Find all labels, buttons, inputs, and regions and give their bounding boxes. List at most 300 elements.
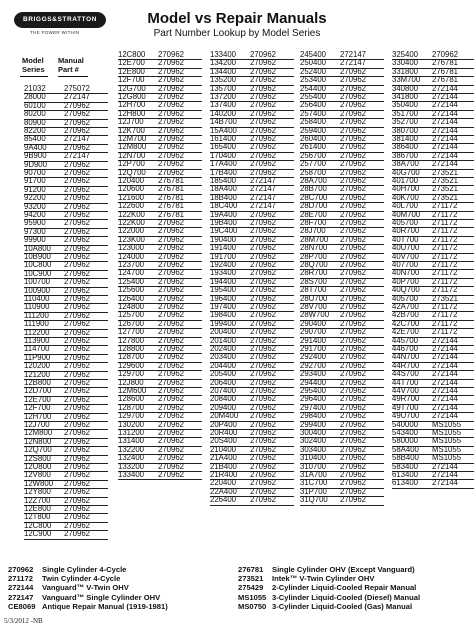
manual-part-cell: 270962 (158, 243, 185, 253)
model-series-cell: 120600 (118, 184, 145, 194)
model-series-cell: 543400 (392, 428, 419, 437)
model-series-cell: 209400 (210, 402, 237, 412)
model-series-cell: 120400 (118, 176, 145, 185)
manual-part-cell: 270962 (158, 344, 185, 353)
manual-part-cell: 270962 (250, 377, 277, 387)
manual-part-cell: 270962 (250, 125, 277, 135)
manual-part-cell: 270962 (64, 176, 91, 186)
manual-part-cell: 272144 (432, 402, 459, 412)
table-row (392, 479, 474, 488)
model-series-cell: 203400 (210, 352, 237, 362)
manual-part-cell: 270962 (340, 285, 367, 295)
manual-part-cell: 270962 (340, 176, 367, 185)
model-series-cell: 134400 (210, 66, 237, 76)
model-series-cell: 300400 (300, 428, 327, 437)
manual-part-cell: 270962 (158, 218, 185, 227)
manual-part-cell: 272144 (432, 478, 459, 488)
model-series-cell: 205400 (210, 369, 237, 379)
model-series-cell: 12F700 (24, 403, 51, 413)
model-series-cell: 112200 (24, 327, 50, 337)
manual-part-cell: 270962 (158, 436, 185, 446)
manual-part-cell: 270962 (158, 50, 185, 59)
model-series-cell: 125700 (118, 310, 145, 320)
model-series-cell: 132400 (118, 453, 145, 463)
model-series-cell: 130200 (118, 419, 145, 429)
model-series-cell: 31P700 (300, 486, 327, 496)
model-series-cell: 114700 (24, 344, 50, 354)
manual-part-cell: 270962 (64, 445, 91, 455)
manual-part-cell: 270962 (158, 83, 185, 93)
model-series-cell: 133200 (118, 461, 145, 471)
manual-part-cell: 270962 (340, 369, 367, 379)
manual-part-cell: 270962 (340, 260, 367, 269)
model-series-cell: 18A400 (210, 184, 237, 194)
manual-part-cell: 270962 (250, 117, 277, 127)
model-series-cell: 121600 (118, 192, 145, 202)
manual-part-cell: 270962 (250, 243, 277, 253)
model-series-cell: 254400 (300, 83, 327, 93)
model-series-cell: 12C800 (118, 50, 146, 59)
manual-part-cell: 272144 (432, 159, 459, 169)
model-series-header (22, 56, 62, 74)
model-series-cell: 331800 (392, 66, 419, 76)
model-series-cell: 40P700 (392, 276, 419, 286)
model-series-cell: 129700 (118, 369, 145, 379)
manual-part-cell: 270962 (158, 302, 185, 311)
manual-part-cell: 270962 (340, 100, 367, 110)
model-series-cell: 100900 (24, 285, 51, 295)
model-series-cell: 49R700 (392, 394, 420, 404)
model-series-cell: 28E700 (300, 209, 327, 219)
model-series-cell: 12F700 (118, 75, 145, 85)
legend-left (8, 565, 228, 611)
model-series-cell: 583400 (392, 461, 419, 471)
model-series-cell: 292700 (300, 360, 327, 370)
model-series-cell: 137200 (210, 92, 237, 101)
model-series-cell: 292400 (300, 352, 327, 362)
model-series-cell: 80200 (24, 109, 46, 119)
model-series-cell: 21032 (24, 84, 46, 93)
model-series-cell: 28T700 (300, 285, 327, 295)
manual-part-cell: 270962 (340, 461, 367, 471)
model-series-cell: 131400 (118, 436, 145, 446)
model-series-cell: 40L700 (392, 201, 419, 211)
manual-part-cell: 272144 (432, 92, 459, 101)
model-series-cell: 12W800 (24, 478, 54, 488)
manual-part-cell: MS1055 (432, 428, 462, 437)
legend-code: 270962 (8, 565, 34, 574)
manual-part-cell: 270962 (250, 419, 277, 429)
model-series-cell: 31A700 (300, 470, 327, 479)
manual-part-cell: 270962 (250, 478, 277, 488)
model-series-cell: 100700 (24, 277, 51, 287)
manual-part-cell: 270962 (64, 378, 91, 387)
model-series-cell: 330400 (392, 58, 419, 68)
manual-part-cell: 270962 (250, 293, 277, 303)
model-series-cell: 121200 (24, 369, 51, 379)
manual-part-cell: 270962 (64, 487, 91, 497)
manual-part-cell: 270962 (340, 486, 367, 496)
model-series-cell: 28P700 (300, 251, 327, 261)
model-series-cell: 129700 (118, 411, 145, 421)
manual-part-cell: 270962 (158, 134, 185, 143)
model-series-cell: 28Q700 (300, 260, 328, 269)
model-series-cell: 204400 (210, 360, 237, 370)
manual-part-cell: 276781 (432, 58, 459, 68)
legend-description: Vanguard™ V-Twin OHV (42, 583, 129, 593)
header-underline-model (20, 76, 48, 77)
model-series-cell: 31C700 (300, 478, 328, 488)
manual-part-cell: 270962 (340, 142, 367, 152)
model-series-cell: 193400 (210, 268, 237, 278)
model-series-cell: 291400 (300, 335, 327, 345)
manual-part-cell: 273521 (432, 293, 459, 303)
model-series-cell: 185400 (210, 176, 237, 185)
manual-part-cell: 270962 (250, 150, 277, 160)
model-series-cell: 208400 (210, 394, 237, 404)
model-series-cell: 17A400 (210, 159, 237, 169)
model-series-cell: 49U700 (392, 411, 420, 421)
model-series-cell: 111200 (24, 310, 49, 320)
manual-part-cell: 270962 (340, 92, 367, 101)
manual-part-cell: 272144 (432, 142, 459, 152)
table-row (210, 496, 294, 505)
manual-part-cell: 270962 (64, 420, 91, 429)
manual-part-cell: 270962 (250, 327, 277, 337)
manual-part-cell: 272144 (432, 394, 459, 404)
model-series-cell: 28W700 (300, 310, 330, 320)
model-series-cell: 12Q700 (118, 167, 146, 177)
manual-part-cell: 270962 (158, 335, 185, 345)
model-series-cell: 129600 (118, 360, 145, 370)
manual-part-cell: 270962 (64, 210, 91, 219)
model-series-cell: 386700 (392, 150, 419, 160)
model-series-cell: 97300 (24, 226, 46, 236)
model-series-cell: 580000 (392, 436, 419, 446)
manual-part-cell: 271172 (432, 318, 458, 328)
legend-item (238, 583, 470, 592)
model-series-cell: 12Y800 (24, 487, 51, 497)
model-series-cell: 17B400 (210, 167, 237, 177)
manual-part-cell: 270962 (250, 50, 277, 59)
manual-part-cell: 270962 (64, 294, 91, 303)
manual-part-cell: 270962 (340, 318, 367, 328)
manual-part-cell: 270962 (250, 92, 277, 101)
legend-item (8, 593, 228, 602)
legend-right (238, 565, 470, 611)
model-series-cell: 122K00 (118, 209, 145, 219)
model-series-cell: 196400 (210, 293, 237, 303)
legend-item (238, 602, 470, 611)
manual-part-cell: 270962 (250, 159, 277, 169)
manual-part-cell: 270962 (250, 352, 277, 362)
manual-part-cell: 270962 (250, 285, 277, 295)
manual-part-cell: 270962 (250, 428, 277, 437)
manual-part-cell: 271172 (432, 243, 458, 253)
manual-part-cell: 276781 (158, 184, 185, 194)
model-series-cell: 99900 (24, 235, 46, 245)
manual-part-cell: 270962 (158, 150, 185, 160)
footer-date: 5/3/2012 -NB (4, 617, 43, 625)
model-series-cell: 128800 (118, 344, 145, 353)
model-series-cell: 9A400 (24, 142, 47, 152)
model-series-cell: 12J800 (118, 377, 144, 387)
manual-part-cell: 271172 (432, 251, 458, 261)
model-series-cell: 12J700 (24, 420, 50, 429)
model-series-cell: 124800 (118, 302, 145, 311)
model-series-cell: 446700 (392, 344, 419, 353)
manual-part-cell: 270962 (158, 100, 185, 110)
model-series-cell: 340800 (392, 83, 419, 93)
model-series-cell: 380700 (392, 125, 419, 135)
manual-part-cell: 270962 (64, 201, 91, 211)
manual-part-cell: 270962 (340, 293, 367, 303)
model-series-cell: 12C800 (24, 520, 52, 530)
model-series-cell: 60100 (24, 100, 46, 110)
model-series-cell: 28B700 (300, 184, 327, 194)
model-series-cell: 445700 (392, 335, 419, 345)
manual-part-cell: 270962 (64, 117, 91, 127)
manual-part-cell: 270962 (250, 318, 277, 328)
model-series-cell: 19C400 (210, 226, 238, 236)
legend-item (238, 593, 470, 602)
manual-part-cell: 270962 (64, 361, 91, 371)
model-series-cell: 250400 (300, 58, 327, 68)
model-series-cell: 20P400 (210, 419, 237, 429)
model-series-cell: 12C900 (24, 529, 52, 539)
legend-description: Single Cylinder 4-Cycle (42, 565, 127, 574)
manual-part-cell: 276781 (158, 201, 185, 211)
model-series-cell: 206400 (210, 377, 237, 387)
manual-part-cell: 270962 (158, 419, 185, 429)
manual-part-cell: 270962 (340, 75, 367, 85)
legend-description: 3-Cylinder Liquid-Cooled (Gas) Manual (272, 601, 413, 611)
model-series-cell: 132200 (118, 444, 145, 454)
legend-description: Intek™ V-Twin Cylinder OHV (272, 574, 375, 584)
manual-part-cell: 270962 (64, 193, 91, 203)
model-series-cell: 405700 (392, 293, 419, 303)
manual-part-cell: 270962 (340, 377, 367, 387)
manual-part-cell: 270962 (64, 344, 91, 354)
manual-part-cell: 270962 (340, 478, 367, 488)
legend-description: Antique Repair Manual (1919-1981) (42, 601, 168, 611)
page-subtitle: Part Number Lookup by Model Series (153, 28, 321, 39)
manual-part-cell: 270962 (340, 125, 367, 135)
manual-part-cell: 270962 (158, 58, 185, 68)
manual-part-cell: 270962 (250, 83, 277, 93)
manual-part-cell: 272144 (432, 411, 459, 421)
model-series-cell: 28A700 (300, 176, 327, 185)
manual-part-cell: 276781 (432, 75, 459, 85)
manual-part-cell: 270962 (64, 285, 91, 295)
manual-part-cell: 270962 (340, 444, 367, 454)
model-series-cell: 198400 (210, 310, 237, 320)
model-series-cell: 14B700 (210, 117, 237, 127)
model-series-cell: 210400 (210, 444, 237, 454)
model-series-cell: 12Q700 (24, 445, 52, 455)
model-series-cell: 207400 (210, 386, 237, 395)
model-series-cell: 12T800 (24, 512, 51, 522)
manual-part-cell: 270962 (64, 453, 91, 463)
manual-part-cell: 270962 (64, 428, 91, 438)
manual-part-cell: 270962 (340, 302, 367, 311)
manual-part-cell: 270962 (340, 495, 367, 505)
manual-part-cell: MS1055 (432, 419, 462, 429)
manual-part-cell: 270962 (158, 251, 185, 261)
manual-part-cell: 270962 (250, 100, 277, 110)
model-series-cell: 258700 (300, 167, 327, 177)
model-series-cell: 94200 (24, 210, 46, 219)
manual-part-cell: 270962 (158, 369, 185, 379)
manual-part-cell: 270962 (250, 453, 277, 463)
model-series-cell: 20S400 (210, 436, 237, 446)
manual-part-cell: 272144 (432, 335, 459, 345)
legend-description: Single Cylinder OHV (Except Vanguard) (272, 565, 415, 574)
legend-code: 273521 (238, 574, 264, 584)
manual-part-cell: 270962 (340, 83, 367, 93)
manual-part-cell: 272144 (432, 83, 459, 93)
manual-part-cell: 270962 (64, 529, 91, 539)
manual-part-cell: 270962 (340, 402, 367, 412)
manual-part-cell: 270962 (64, 394, 91, 404)
manual-part-cell: 270962 (64, 470, 91, 480)
manual-part-cell: 272147 (250, 201, 277, 211)
manual-part-cell: 270962 (64, 243, 91, 253)
model-series-cell: 12K700 (118, 125, 145, 135)
model-series-cell: 294400 (300, 377, 327, 387)
model-series-cell: 12B800 (24, 378, 51, 387)
legend-code: MS1055 (238, 592, 267, 602)
manual-part-cell: 270962 (340, 209, 367, 219)
model-series-cell: 12U800 (24, 462, 52, 471)
manual-part-cell: 272144 (432, 117, 459, 127)
model-series-cell: 140200 (210, 108, 237, 118)
manual-part-cell: 270962 (64, 436, 91, 446)
manual-part-cell: 270962 (64, 268, 91, 278)
manual-part-cell: 270962 (64, 462, 91, 471)
manual-part-cell: 270962 (250, 344, 277, 353)
model-series-cell: 197400 (210, 302, 237, 311)
model-series-cell: 405700 (392, 218, 419, 227)
legend-item (8, 574, 228, 583)
model-series-cell: 310700 (300, 461, 327, 471)
model-series-cell: 91700 (24, 176, 46, 186)
model-series-cell: 20M400 (210, 411, 239, 421)
manual-part-cell: 276781 (158, 209, 185, 219)
manual-part-cell: 271172 (432, 285, 458, 295)
manual-part-cell: 270962 (64, 252, 91, 261)
model-series-cell: 110900 (24, 302, 50, 312)
manual-part-cell: 271172 (432, 327, 458, 337)
manual-part-cell: 276781 (158, 176, 185, 185)
model-series-cell: 613400 (392, 470, 419, 479)
model-series-cell: 12G700 (118, 83, 146, 93)
model-series-cell: 257700 (300, 159, 327, 169)
manual-part-cell: 272147 (250, 184, 277, 194)
model-series-cell: 296400 (300, 394, 327, 404)
manual-part-cell: 270962 (158, 352, 185, 362)
model-series-cell: 299400 (300, 419, 327, 429)
table-row (24, 530, 108, 539)
manual-part-cell: 273521 (432, 192, 459, 202)
model-series-cell: 341800 (392, 92, 419, 101)
model-series-cell: 28S700 (300, 276, 327, 286)
manual-part-cell: 270962 (158, 327, 185, 337)
manual-part-cell: 270962 (158, 260, 185, 269)
manual-part-cell: 270962 (250, 360, 277, 370)
manual-part-cell: 270962 (340, 243, 367, 253)
manual-part-cell: 270962 (158, 167, 185, 177)
model-series-cell: 44N700 (392, 352, 420, 362)
model-series-cell: 12V800 (24, 470, 51, 480)
model-series-cell: 256400 (300, 100, 327, 110)
manual-part-cell: 270962 (250, 108, 277, 118)
table-row (300, 496, 384, 505)
manual-part-cell: 270962 (432, 50, 459, 59)
manual-part-cell: 272144 (432, 344, 459, 353)
manual-part-cell: 276781 (158, 192, 185, 202)
manual-part-cell: 270962 (250, 461, 277, 471)
model-series-cell: 202400 (210, 344, 237, 353)
legend-item (8, 565, 228, 574)
model-series-cell: 95900 (24, 218, 46, 228)
model-series-cell: 28M700 (300, 234, 329, 244)
manual-part-cell: 271172 (432, 276, 458, 286)
manual-part-cell: 270962 (64, 310, 91, 320)
model-series-cell: 298400 (300, 411, 327, 421)
manual-part-cell: 272144 (432, 360, 459, 370)
manual-part-cell: 272144 (432, 352, 459, 362)
model-series-cell: 10C900 (24, 268, 52, 278)
manual-part-cell: 270962 (64, 336, 91, 345)
model-series-cell: 31Q700 (300, 495, 328, 505)
model-series-cell: 92200 (24, 193, 46, 203)
manual-part-header-text: Manual Part # (58, 56, 84, 74)
model-series-cell: 12M700 (118, 134, 147, 143)
manual-part-cell: 272144 (432, 470, 459, 479)
manual-part-cell: 270962 (340, 192, 367, 202)
manual-part-cell: 271172 (432, 260, 458, 269)
model-series-cell: 40K700 (392, 192, 419, 202)
model-series-cell: 20R400 (210, 428, 238, 437)
legend-item (8, 602, 228, 611)
manual-part-cell: 271172 (432, 302, 458, 311)
manual-part-cell: 270962 (250, 75, 277, 85)
model-series-cell: 226400 (210, 495, 237, 505)
model-series-cell: 28N700 (300, 243, 328, 253)
manual-part-cell: 273521 (432, 184, 459, 194)
manual-part-cell: 272147 (340, 58, 367, 68)
model-series-cell: 28F700 (300, 218, 327, 227)
model-series-cell: 40U700 (392, 243, 420, 253)
manual-part-cell: 271172 (432, 310, 458, 320)
legend-code: 272144 (8, 583, 34, 593)
model-series-cell: 302400 (300, 436, 327, 446)
model-series-cell: 165400 (210, 142, 237, 152)
model-series-cell: 291700 (300, 344, 327, 353)
manual-part-cell: 270962 (158, 268, 185, 278)
model-series-cell: 111900 (24, 319, 49, 329)
model-series-cell: 194400 (210, 276, 237, 286)
manual-part-cell: 270962 (158, 386, 185, 395)
legend-description: Twin Cylinder 4-Cycle (42, 574, 121, 584)
manual-part-cell: 270962 (340, 134, 367, 143)
model-series-cell: 40H700 (392, 184, 420, 194)
model-series-cell: 12S800 (24, 453, 51, 463)
manual-part-cell: 271172 (432, 209, 458, 219)
model-series-cell: 11P900 (24, 352, 51, 362)
model-series-cell: 90700 (24, 168, 46, 177)
